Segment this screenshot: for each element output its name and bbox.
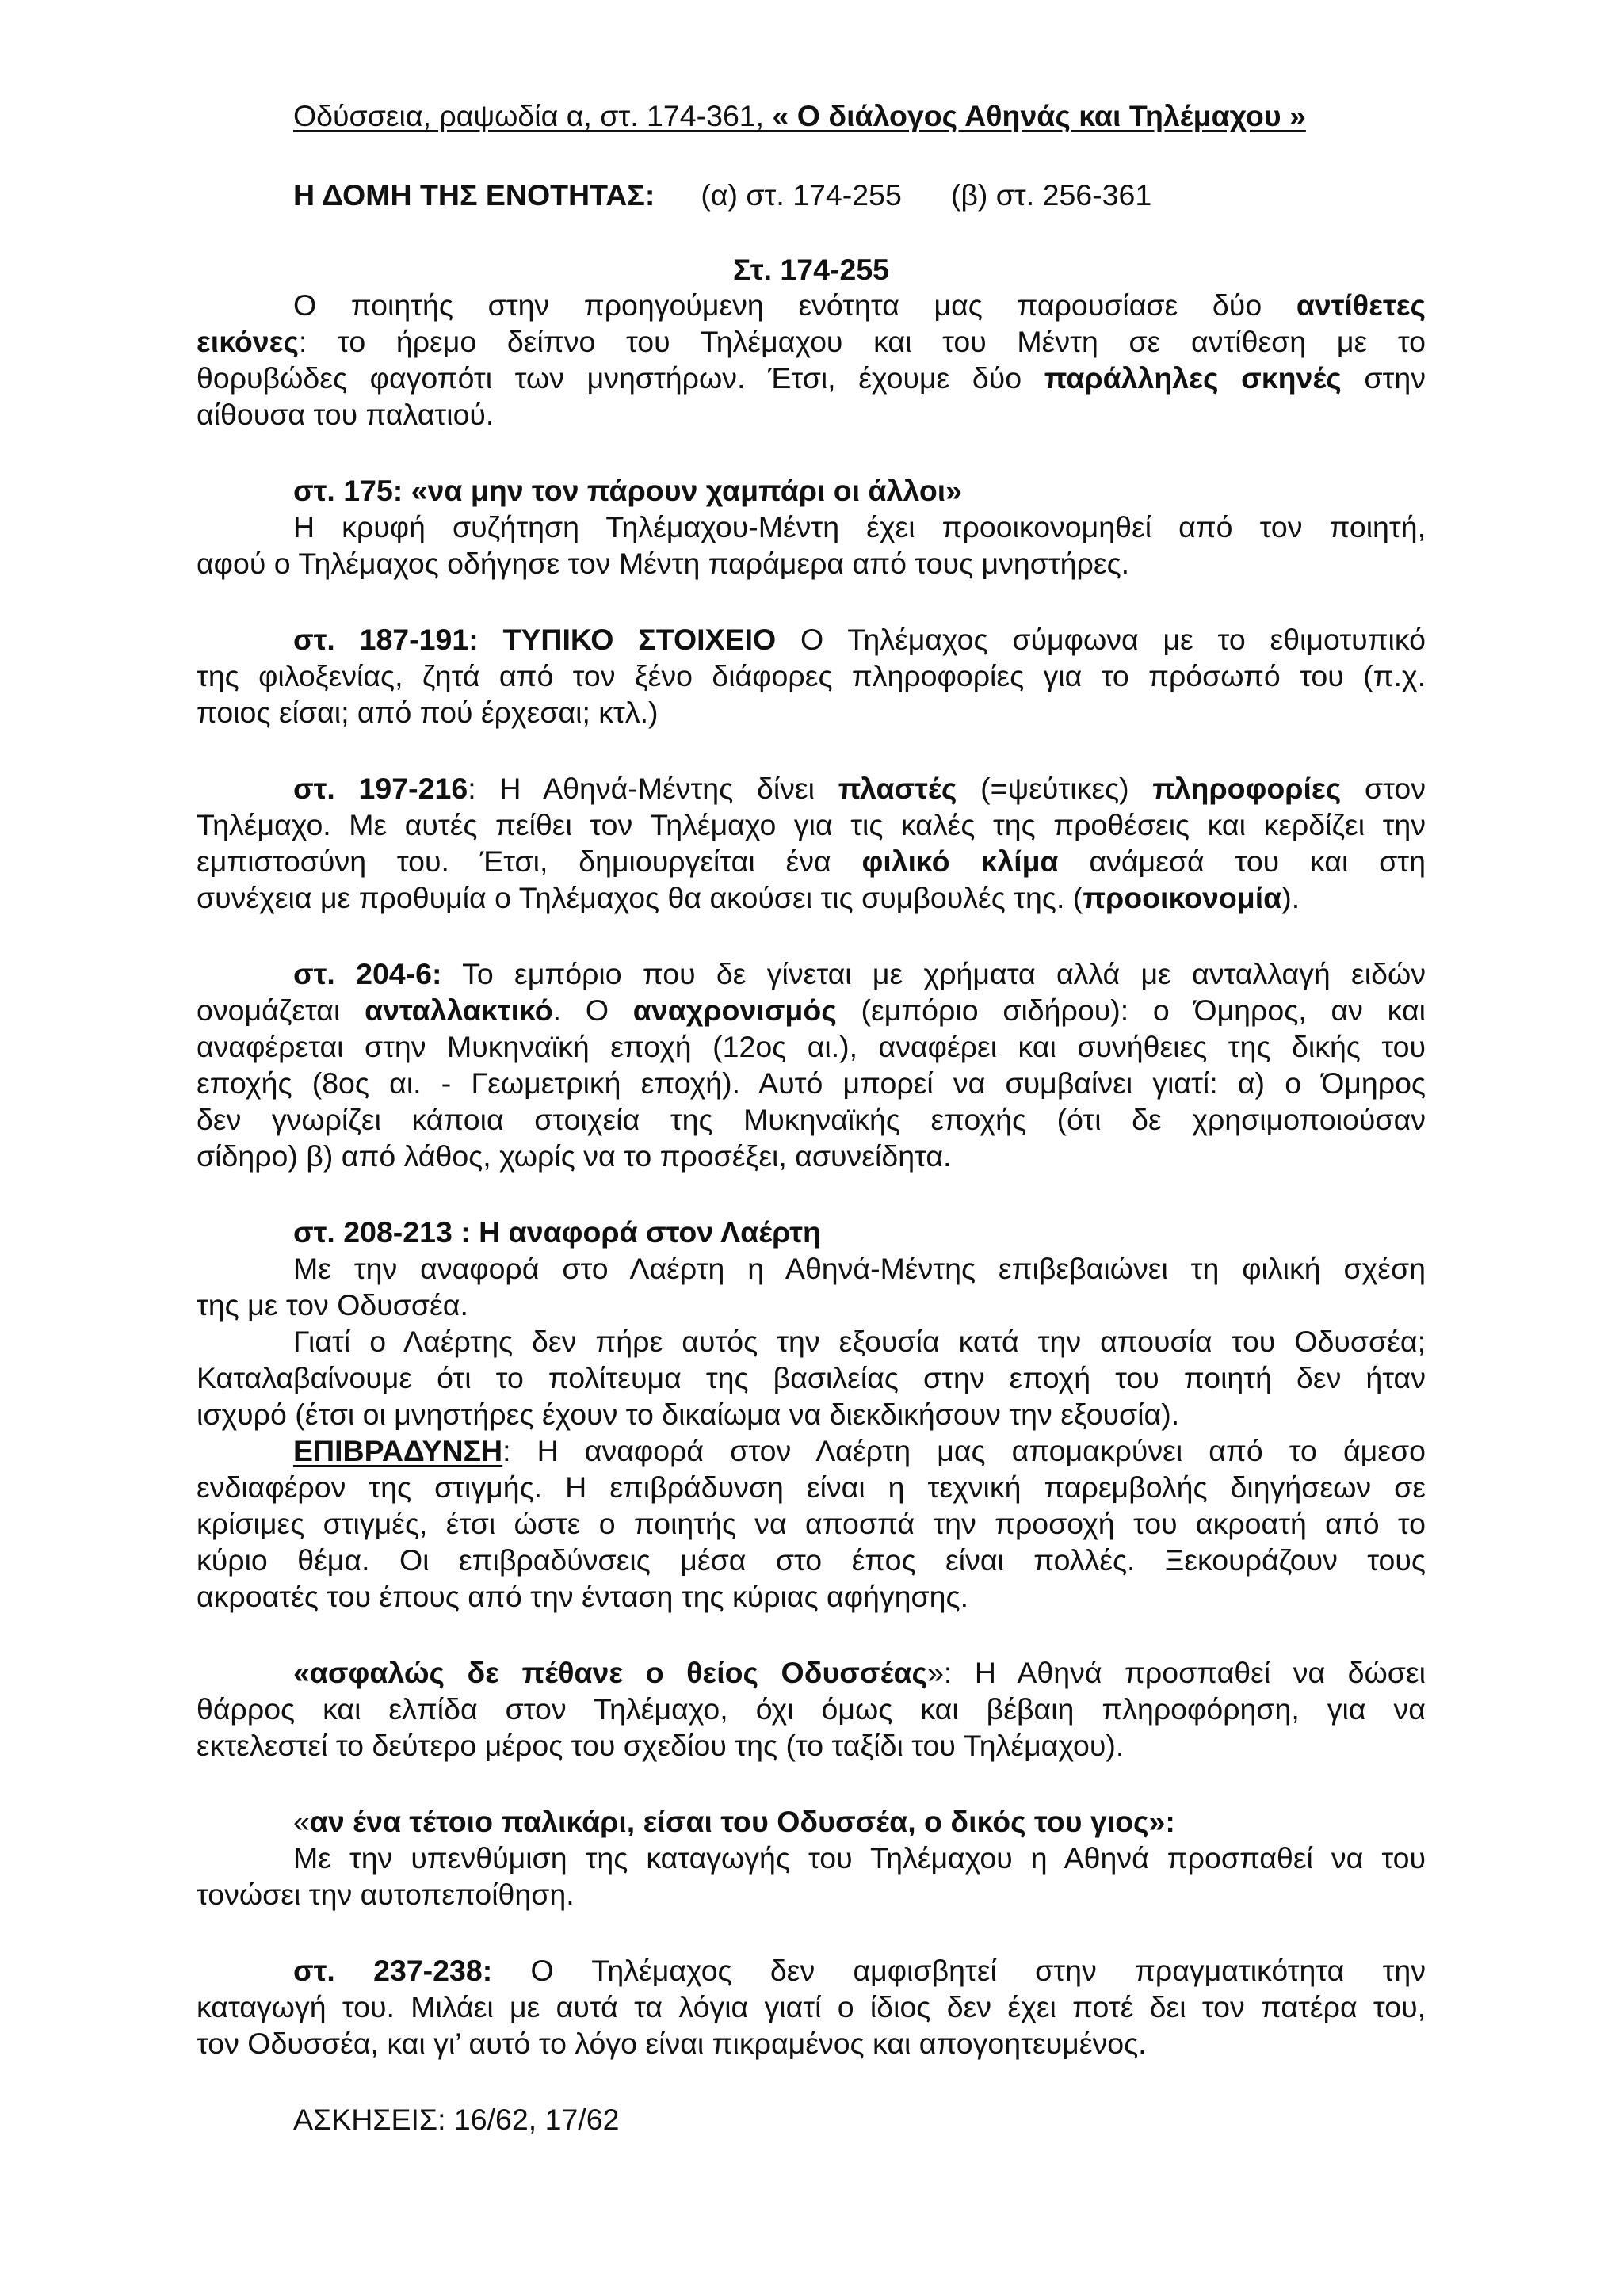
- v208-line-2: της με τον Οδυσσέα.: [197, 1288, 468, 1322]
- v197-line-4: συνέχεια με προθυμία ο Τηλέμαχος θα ακούσει τις συμβουλές της. (προοικονομία).: [197, 881, 1300, 914]
- v197-line-2: Τηλέμαχο. Με αυτές πείθει τον Τηλέμαχο για τις καλές της προθέσεις και κερδίζει την: [197, 808, 1426, 841]
- v175-line-2: αφού ο Τηλέμαχος οδήγησε τον Μέντη παράμερα από τους μνηστήρες.: [197, 547, 1130, 580]
- v175-heading: στ. 175: «να μην τον πάρουν χαμπάρι οι άλλοι»: [293, 474, 963, 507]
- quote2-line-3: τονώσει την αυτοπεποίθηση.: [197, 1878, 575, 1911]
- v204-line-1: στ. 204-6: Το εμπόριο που δε γίνεται με χρήματα αλλά με ανταλλαγή ειδών: [293, 957, 1426, 990]
- v204-line-3: αναφέρεται στην Μυκηναϊκή εποχή (12ος αι.), αναφέρει και συνήθειες της δικής του: [197, 1030, 1426, 1063]
- v208-line-9: κύριο θέμα. Οι επιβραδύνσεις μέσα στο έπος είναι πολλές. Ξεκουράζουν τους: [197, 1543, 1426, 1577]
- quote1-line-3: εκτελεστεί το δεύτερο μέρος του σχεδίου της (το ταξίδι του Τηλέμαχου).: [197, 1729, 1125, 1762]
- v204-line-4: εποχής (8ος αι. - Γεωμετρική εποχή). Αυτό μπορεί να συμβαίνει γιατί: α) ο Όμηρος: [197, 1066, 1426, 1100]
- section-heading: Στ. 174-255: [732, 253, 890, 286]
- structure-label: Η ΔΟΜΗ ΤΗΣ ΕΝΟΤΗΤΑΣ:: [293, 178, 655, 212]
- document-title: Οδύσσεια, ραψωδία α, στ. 174-361, « Ο διάλογος Αθηνάς και Τηλέμαχου »: [293, 99, 1306, 132]
- quote2-line-2: Με την υπενθύμιση της καταγωγής του Τηλέμαχου η Αθηνά προσπαθεί να του: [293, 1841, 1426, 1875]
- structure-part-b: (β) στ. 256-361: [950, 178, 1152, 212]
- quote1-line-2: θάρρος και ελπίδα στον Τηλέμαχο, όχι όμως και βέβαιη πληροφόρηση, για να: [197, 1692, 1426, 1726]
- quote1-line-1: «ασφαλώς δε πέθανε ο θείος Οδυσσέας»: Η Αθηνά προσπαθεί να δώσει: [293, 1656, 1426, 1689]
- intro-line-3: θορυβώδες φαγοπότι των μνηστήρων. Έτσι, έχουμε δύο παράλληλες σκηνές στην: [197, 361, 1426, 395]
- exercises-line: ΑΣΚΗΣΕΙΣ: 16/62, 17/62: [293, 2103, 620, 2136]
- structure-part-a: (α) στ. 174-255: [701, 178, 902, 212]
- slowdown-term: ΕΠΙΒΡΑΔΥΝΣΗ: [293, 1434, 503, 1467]
- v187-line-2: της φιλοξενίας, ζητά από τον ξένο διάφορες πληροφορίες για το πρόσωπό του (π.χ.: [197, 659, 1426, 692]
- v237-line-1: στ. 237-238: Ο Τηλέμαχος δεν αμφισβητεί στην πραγματικότητα την: [293, 1954, 1426, 1987]
- v197-line-3: εμπιστοσύνη του. Έτσι, δημιουργείται ένα φιλικό κλίμα ανάμεσά του και στη: [197, 845, 1426, 878]
- intro-line-4: αίθουσα του παλατιού.: [197, 398, 495, 431]
- v187-line-3: ποιος είσαι; από πού έρχεσαι; κτλ.): [197, 696, 659, 729]
- v204-line-5: δεν γνωρίζει κάποια στοιχεία της Μυκηναϊκής εποχής (ότι δε χρησιμοποιούσαν: [197, 1103, 1426, 1136]
- intro-line-1: Ο ποιητής στην προηγούμενη ενότητα μας παρουσίασε δύο αντίθετες: [293, 288, 1426, 322]
- v208-line-5: ισχυρό (έτσι οι μνηστήρες έχουν το δικαίωμα να διεκδικήσουν την εξουσία).: [197, 1398, 1180, 1431]
- v208-line-6: ΕΠΙΒΡΑΔΥΝΣΗ: Η αναφορά στον Λαέρτη μας απομακρύνει από το άμεσο: [293, 1434, 1426, 1467]
- v197-line-1: στ. 197-216: Η Αθηνά-Μέντης δίνει πλαστές (=ψεύτικες) πληροφορίες στον: [293, 772, 1426, 805]
- v208-line-8: κρίσιμες στιγμές, έτσι ώστε ο ποιητής να αποσπά την προσοχή του ακροατή από το: [197, 1507, 1426, 1540]
- v175-line-1: Η κρυφή συζήτηση Τηλέμαχου-Μέντη έχει προοικονομηθεί από τον ποιητή,: [293, 510, 1426, 543]
- v237-line-2: καταγωγή του. Μιλάει με αυτά τα λόγια γιατί ο ίδιος δεν έχει ποτέ δει τον πατέρα του,: [197, 1990, 1426, 2023]
- v204-line-2: ονομάζεται ανταλλακτικό. Ο αναχρονισμός (εμπόριο σιδήρου): ο Όμηρος, αν και: [197, 994, 1426, 1027]
- v208-line-10: ακροατές του έπους από την ένταση της κύριας αφήγησης.: [197, 1580, 969, 1613]
- v208-line-4: Καταλαβαίνουμε ότι το πολίτευμα της βασιλείας στην εποχή του ποιητή δεν ήταν: [197, 1361, 1426, 1394]
- v208-line-7: ενδιαφέρον της στιγμής. Η επιβράδυνση είναι η τεχνική παρεμβολής διηγήσεων σε: [197, 1470, 1426, 1504]
- v237-line-3: τον Οδυσσέα, και γι’ αυτό το λόγο είναι πικραμένος και απογοητευμένος.: [197, 2027, 1147, 2060]
- quote2-heading: «αν ένα τέτοιο παλικάρι, είσαι του Οδυσσέα, ο δικός του γιος»:: [293, 1805, 1175, 1838]
- structure-line: [293, 177, 1426, 213]
- intro-line-2: εικόνες: το ήρεμο δείπνο του Τηλέμαχου και του Μέντη σε αντίθεση με το: [197, 325, 1426, 358]
- v208-line-1: Με την αναφορά στο Λαέρτη η Αθηνά-Μέντης επιβεβαιώνει τη φιλική σχέση: [293, 1252, 1426, 1285]
- v204-line-6: σίδηρο) β) από λάθος, χωρίς να το προσέξει, ασυνείδητα.: [197, 1139, 952, 1173]
- v187-line-1: στ. 187-191: ΤΥΠΙΚΟ ΣΤΟΙΧΕΙΟ Ο Τηλέμαχος σύμφωνα με το εθιμοτυπικό: [293, 623, 1426, 656]
- v208-heading: στ. 208-213 : Η αναφορά στον Λαέρτη: [293, 1215, 821, 1249]
- v208-line-3: Γιατί ο Λαέρτης δεν πήρε αυτός την εξουσία κατά την απουσία του Οδυσσέα;: [293, 1325, 1426, 1358]
